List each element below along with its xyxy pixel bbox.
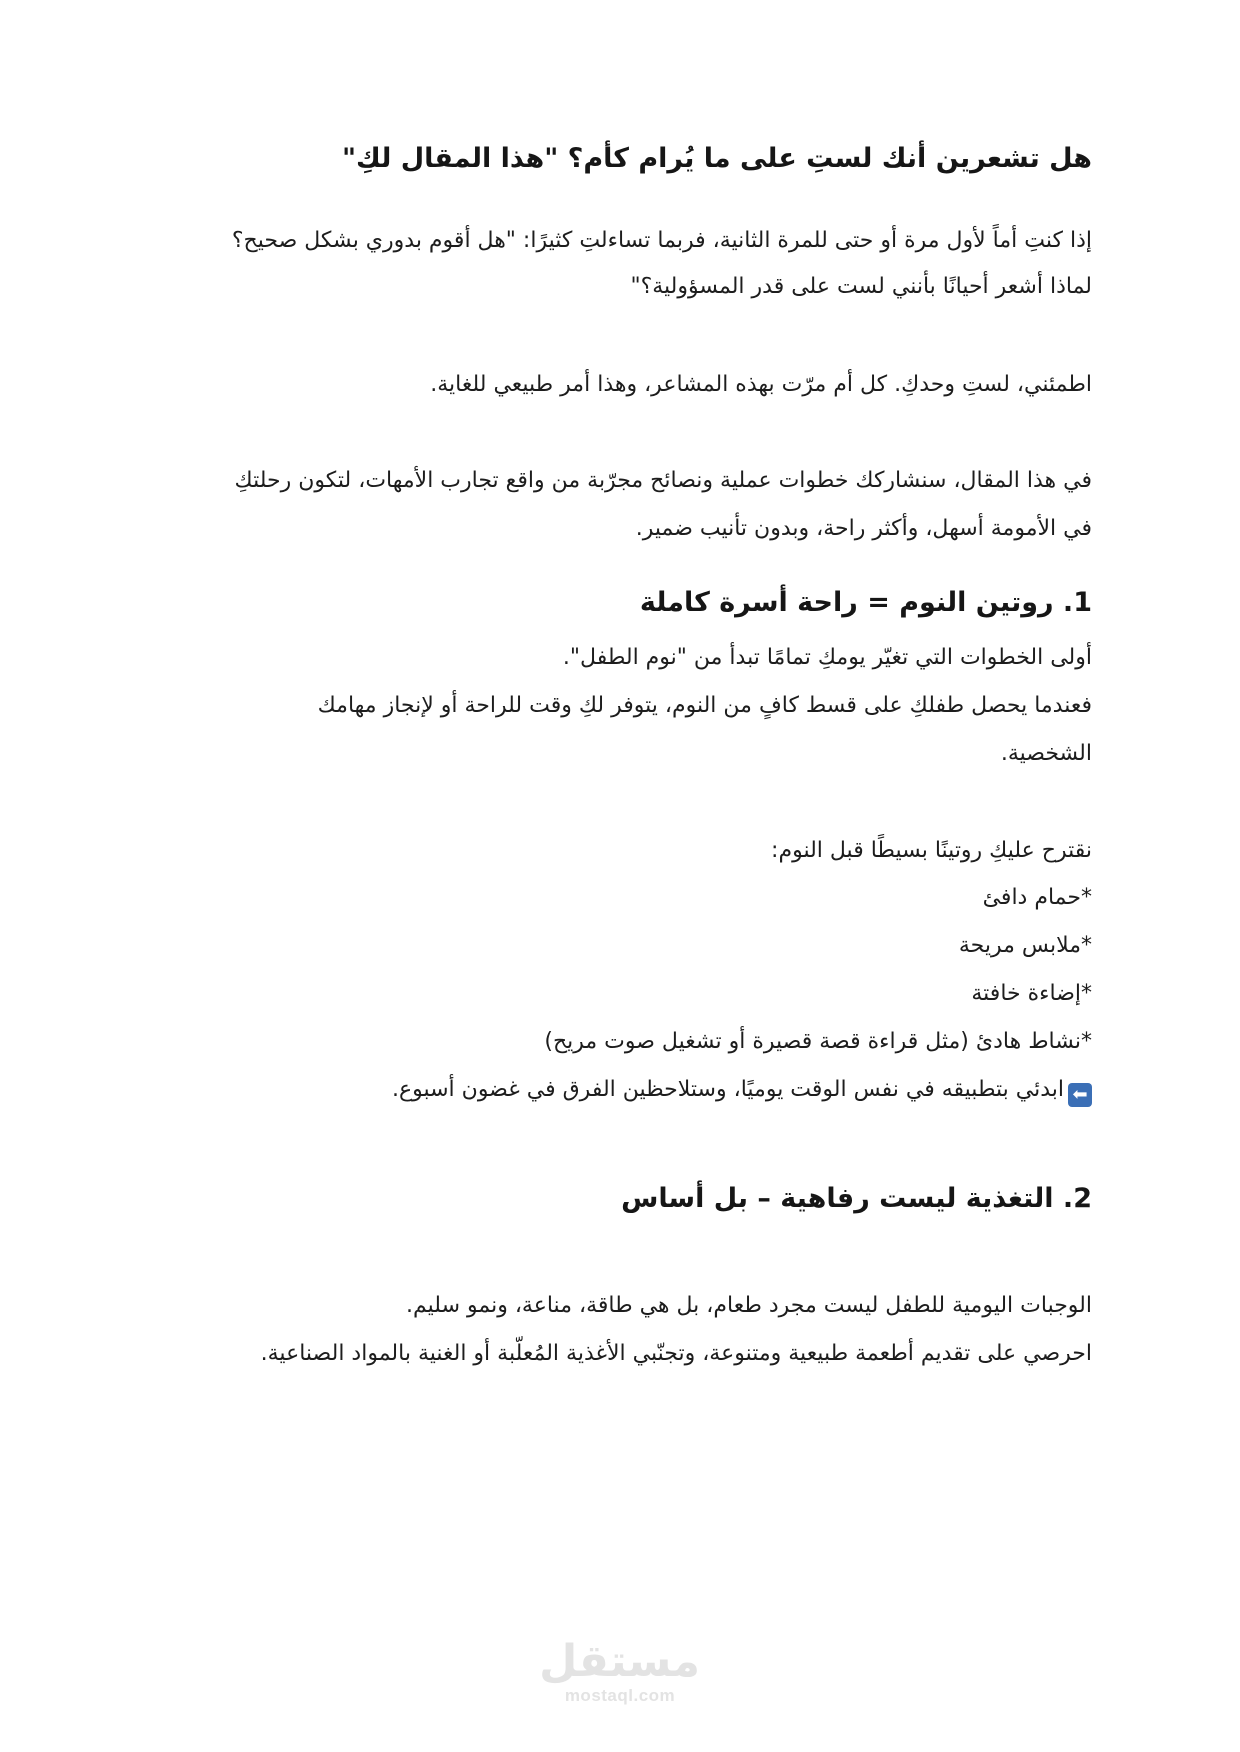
bullet-comfortable-clothes: *ملابس مريحة xyxy=(958,933,1092,958)
section-1-line-4: نقترح عليكِ روتينًا بسيطًا قبل النوم: xyxy=(771,838,1092,863)
section-1-heading: 1. روتين النوم = راحة أسرة كاملة xyxy=(639,587,1092,618)
article-title: هل تشعرين أنك لستِ على ما يُرام كأم؟ "هذا المقال لكِ" xyxy=(341,143,1092,174)
section-1-line-3: الشخصية. xyxy=(1000,741,1092,766)
intro-line-5: في الأمومة أسهل، وأكثر راحة، وبدون تأنيب ضمير. xyxy=(635,516,1092,541)
intro-line-2: لماذا أشعر أحيانًا بأنني لست على قدر المسؤولية؟" xyxy=(630,274,1092,299)
section-1-tip-text: ابدئي بتطبيقه في نفس الوقت يوميًا، وستلاحظين الفرق في غضون أسبوع. xyxy=(392,1077,1064,1102)
section-1-tip xyxy=(148,1073,1092,1107)
intro-line-4: في هذا المقال، سنشاركك خطوات عملية ونصائح مجرّبة من واقع تجارب الأمهات، لتكون رحلتكِ xyxy=(234,468,1092,493)
bullet-dim-lighting: *إضاءة خافتة xyxy=(971,981,1092,1006)
section-2-heading: 2. التغذية ليست رفاهية – بل أساس xyxy=(621,1183,1092,1214)
left-arrow-icon: ⬅ xyxy=(1068,1083,1092,1107)
section-1-line-1: أولى الخطوات التي تغيّر يومكِ تمامًا تبدأ من "نوم الطفل". xyxy=(562,645,1092,670)
bullet-calm-activity: *نشاط هادئ (مثل قراءة قصة قصيرة أو تشغيل صوت مريح) xyxy=(544,1029,1092,1054)
intro-line-1: إذا كنتِ أماً لأول مرة أو حتى للمرة الثانية، فربما تساءلتِ كثيرًا: "هل أقوم بدوري بشكل صحيح؟ xyxy=(231,228,1092,253)
mostaql-logo: مستقل xyxy=(539,1636,700,1687)
mostaql-watermark xyxy=(540,1638,700,1706)
intro-line-3: اطمئني، لستِ وحدكِ. كل أم مرّت بهذه المشاعر، وهذا أمر طبيعي للغاية. xyxy=(430,372,1092,397)
bullet-warm-bath: *حمام دافئ xyxy=(982,885,1092,910)
section-1-line-2: فعندما يحصل طفلكِ على قسط كافٍ من النوم، يتوفر لكِ وقت للراحة أو لإنجاز مهامك xyxy=(317,693,1092,718)
mostaql-url: mostaql.com xyxy=(564,1686,676,1705)
section-2-line-1: الوجبات اليومية للطفل ليست مجرد طعام، بل هي طاقة، مناعة، ونمو سليم. xyxy=(406,1293,1092,1318)
section-2-line-2: احرصي على تقديم أطعمة طبيعية ومتنوعة، وتجنّبي الأغذية المُعلّبة أو الغنية بالمواد الصناعية. xyxy=(260,1341,1092,1366)
